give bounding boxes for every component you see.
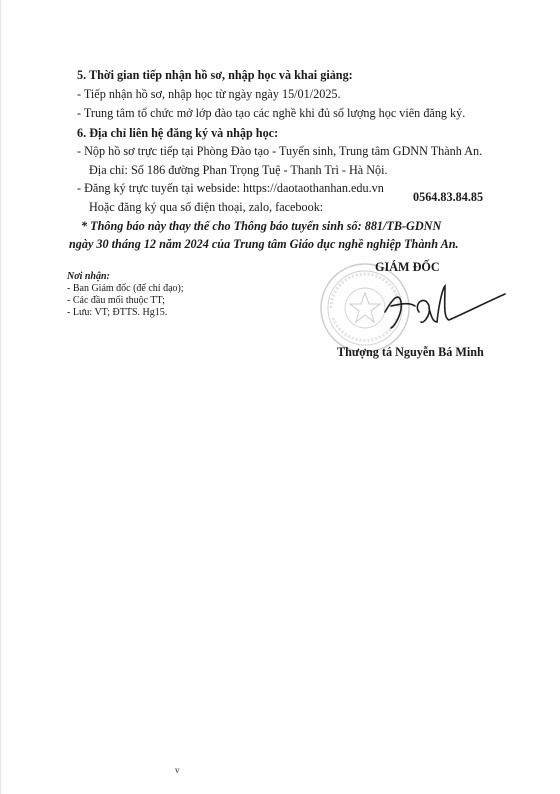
recipient-item: - Lưu: VT; ĐTTS. Hg15.: [67, 307, 168, 318]
section6-heading: 6. Địa chỉ liên hệ đăng ký và nhập học:: [77, 126, 279, 140]
recipient-item: - Các đầu mối thuộc TT;: [67, 295, 165, 306]
section6-website: - Đăng ký trực tuyến tại webside: https://daotaothanhan.edu.vn: [77, 181, 384, 195]
section6-contact: Hoặc đăng ký qua số điện thoại, zalo, facebook:: [89, 200, 324, 214]
recipient-item: - Ban Giám đốc (để chỉ đạo);: [67, 283, 184, 294]
signer-name: Thượng tá Nguyễn Bá Minh: [337, 345, 484, 359]
section5-line1: - Tiếp nhận hồ sơ, nhập học từ ngày ngày 15/01/2025.: [77, 87, 341, 101]
page-mark: v: [175, 765, 180, 775]
recipients-title: Nơi nhận:: [67, 271, 110, 282]
section5-heading: 5. Thời gian tiếp nhận hồ sơ, nhập học và khai giảng:: [77, 68, 353, 82]
signature-title: GIÁM ĐỐC: [375, 260, 440, 274]
section6-address: Địa chỉ: Số 186 đường Phan Trọng Tuệ - Thanh Trì - Hà Nội.: [89, 163, 388, 177]
notice-line2: ngày 30 tháng 12 năm 2024 của Trung tâm Giáo dục nghề nghiệp Thành An.: [69, 237, 459, 251]
phone-number: 0564.83.84.85: [413, 190, 484, 204]
notice-line1: * Thông báo này thay thế cho Thông báo tuyển sinh số: 881/TB-GDNN: [81, 219, 442, 233]
section5-line2: - Trung tâm tổ chức mở lớp đào tạo các nghề khi đủ số lượng học viên đăng ký.: [77, 106, 466, 120]
handwritten-signature: [379, 282, 509, 336]
section6-line1: - Nộp hồ sơ trực tiếp tại Phòng Đào tạo - Tuyển sinh, Trung tâm GDNN Thành An.: [77, 144, 483, 158]
